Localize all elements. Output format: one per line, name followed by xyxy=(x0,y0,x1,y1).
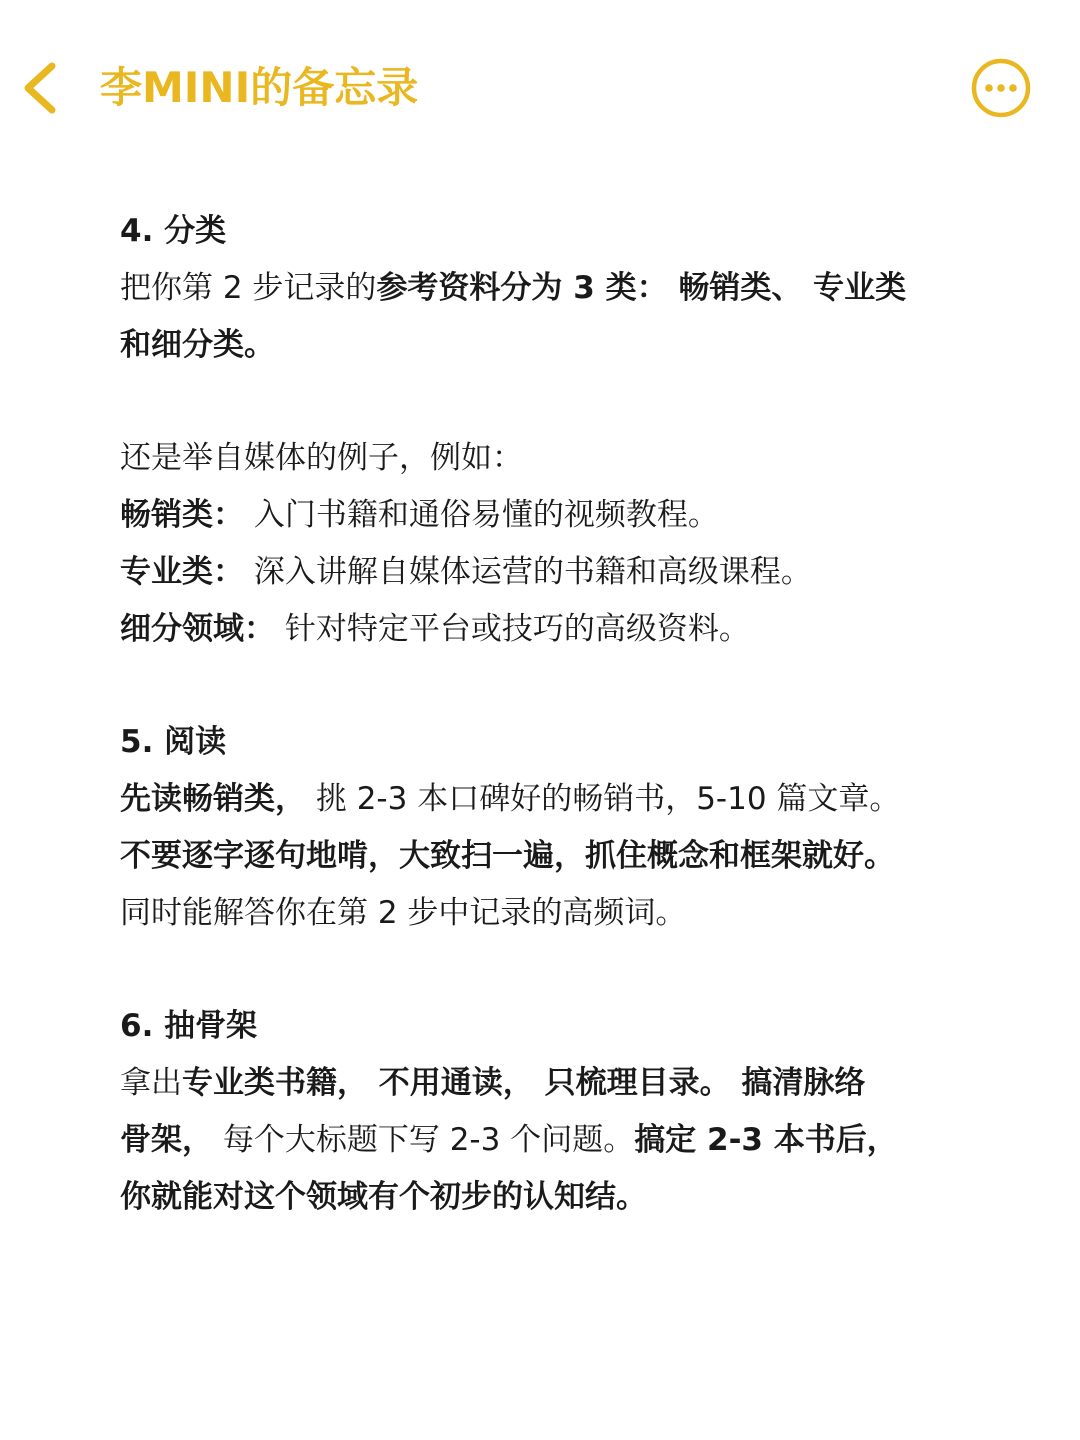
item-text: 入门书籍和通俗易懂的视频教程。 xyxy=(244,497,719,533)
page-title: 李MINI的备忘录 xyxy=(100,63,419,112)
spacer xyxy=(120,942,980,998)
section-heading: 5. 阅读 xyxy=(120,724,227,760)
bold-text-span: 先读畅销类， xyxy=(120,781,306,817)
note-body xyxy=(120,203,980,1226)
more-horizontal-icon xyxy=(970,57,1032,119)
paragraph-line: 不要逐字逐句地啃，大致扫一遍，抓住概念和框架就好。 xyxy=(120,838,895,874)
bold-text-span: 骨架， xyxy=(120,1122,213,1158)
text-span: 拿出 xyxy=(120,1065,182,1101)
bold-text-span: 专业类书籍， 不用通读， 只梳理目录。 搞清脉络 xyxy=(182,1065,866,1101)
list-item xyxy=(120,544,980,601)
section-heading: 6. 抽骨架 xyxy=(120,1008,258,1044)
bold-text-span: 搞定 2-3 本书后， xyxy=(634,1122,898,1158)
item-text: 针对特定平台或技巧的高级资料。 xyxy=(275,611,750,647)
paragraph-line: 同时能解答你在第 2 步中记录的高频词。 xyxy=(120,895,687,931)
item-label: 畅销类： xyxy=(120,497,244,533)
text-span: 每个大标题下写 2-3 个问题。 xyxy=(213,1122,635,1158)
more-options-button[interactable] xyxy=(970,57,1032,119)
list-item xyxy=(120,601,980,658)
item-label: 细分领域： xyxy=(120,611,275,647)
paragraph-line xyxy=(120,1055,980,1112)
list-item xyxy=(120,487,980,544)
navigation-bar xyxy=(0,0,1080,175)
item-text: 深入讲解自媒体运营的书籍和高级课程。 xyxy=(244,554,812,590)
item-label: 专业类： xyxy=(120,554,244,590)
paragraph-line xyxy=(120,1112,980,1169)
bold-text-span: 参考资料分为 3 类： 畅销类、 专业类 xyxy=(376,270,907,306)
paragraph-line: 还是举自媒体的例子，例如： xyxy=(120,440,523,476)
paragraph-line: 和细分类。 xyxy=(120,327,275,363)
spacer xyxy=(120,658,980,714)
chevron-left-icon xyxy=(18,58,68,118)
spacer xyxy=(120,374,980,430)
back-button[interactable] xyxy=(18,58,68,118)
paragraph-line: 你就能对这个领域有个初步的认知结。 xyxy=(120,1179,647,1215)
paragraph-line xyxy=(120,771,980,828)
section-heading: 4. 分类 xyxy=(120,213,227,249)
text-span: 挑 2-3 本口碑好的畅销书，5-10 篇文章。 xyxy=(306,781,901,817)
text-span: 把你第 2 步记录的 xyxy=(120,270,377,306)
paragraph-line xyxy=(120,260,980,317)
